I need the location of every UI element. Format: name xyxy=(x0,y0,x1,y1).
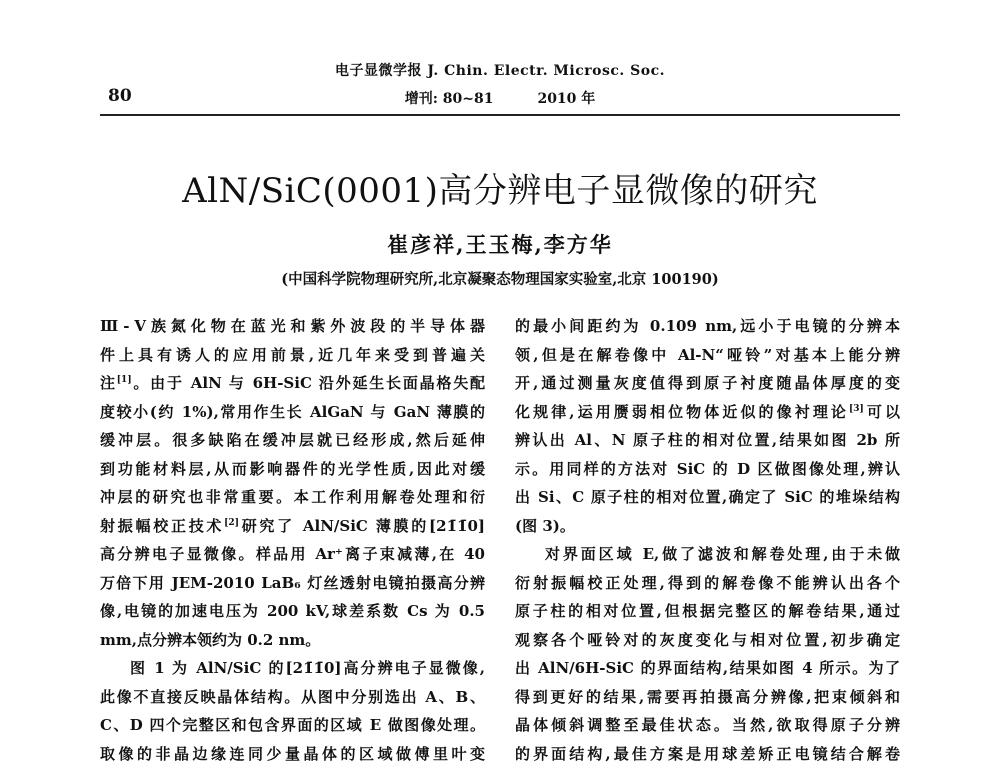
text-line xyxy=(100,740,485,768)
text-segment: 领,但是在解卷像中 Al-N“哑铃”对基本上能分辨 xyxy=(515,346,900,364)
text-segment: 度较小(约 1%),常用作生长 AlGaN 与 GaN 薄膜的 xyxy=(100,403,485,421)
affiliation: (中国科学院物理研究所,北京凝聚态物理国家实验室,北京 100190) xyxy=(0,268,1000,289)
text-segment: 的界面结构,最佳方案是用球差矫正电镜结合解卷 xyxy=(515,745,900,763)
text-line xyxy=(515,540,900,569)
text-segment: 射振幅校正技术 xyxy=(100,517,224,535)
text-line xyxy=(515,398,900,427)
text-line xyxy=(100,455,485,484)
text-line xyxy=(515,312,900,341)
text-segment: 图 1 为 AlN/SiC 的[21̄1̄0]高分辨电子显微像, xyxy=(130,659,485,677)
text-segment: 件上具有诱人的应用前景,近几年来受到普遍关 xyxy=(100,346,485,364)
text-line xyxy=(100,341,485,370)
text-segment: 注 xyxy=(100,374,117,392)
text-segment: 缓冲层。很多缺陷在缓冲层就已经形成,然后延伸 xyxy=(100,431,485,449)
citation-ref: [2] xyxy=(224,518,239,528)
text-segment: 到功能材料层,从而影响器件的光学性质,因此对缓 xyxy=(100,460,485,478)
text-segment: 出 AlN/6H-SiC 的界面结构,结果如图 4 所示。为了 xyxy=(515,659,900,677)
journal-name: 电子显微学报 J. Chin. Electr. Microsc. Soc. xyxy=(0,60,1000,80)
text-segment: 万倍下用 JEM-2010 LaB₆ 灯丝透射电镜拍摄高分辨 xyxy=(100,574,485,592)
text-segment: 的最小间距约为 0.109 nm,远小于电镜的分辨本 xyxy=(515,317,900,335)
text-segment: C、D 四个完整区和包含界面的区域 E 做图像处理。 xyxy=(100,716,485,734)
text-line xyxy=(515,597,900,626)
text-segment: 化规律,运用赝弱相位物体近似的像衬理论 xyxy=(515,403,849,421)
header-rule xyxy=(100,114,900,116)
text-segment: 衍射振幅校正处理,得到的解卷像不能辨认出各个 xyxy=(515,574,900,592)
body-column-left xyxy=(100,312,485,768)
text-segment: 。由于 AlN 与 6H-SiC 沿外延生长面晶格失配 xyxy=(132,374,485,392)
text-line xyxy=(515,626,900,655)
text-segment: 开,通过测量灰度值得到原子衬度随晶体厚度的变 xyxy=(515,374,900,392)
text-segment: 像,电镜的加速电压为 200 kV,球差系数 Cs 为 0.5 xyxy=(100,602,485,620)
text-line xyxy=(100,569,485,598)
text-line xyxy=(100,540,485,569)
text-segment: 得到更好的结果,需要再拍摄高分辨像,把束倾斜和 xyxy=(515,688,900,706)
text-line xyxy=(515,740,900,768)
paper-title: AlN/SiC(0001)高分辨电子显微像的研究 xyxy=(0,163,1000,212)
text-line xyxy=(515,483,900,512)
text-line xyxy=(100,398,485,427)
text-segment: 取像的非晶边缘连同少量晶体的区域做傅里叶变 xyxy=(100,745,485,763)
text-segment: 研究了 AlN/SiC 薄膜的[21̄1̄0] xyxy=(239,517,485,535)
text-line xyxy=(515,426,900,455)
text-line xyxy=(100,683,485,712)
text-line xyxy=(515,455,900,484)
text-segment: 晶体倾斜调整至最佳状态。当然,欲取得原子分辨 xyxy=(515,716,900,734)
text-line xyxy=(100,711,485,740)
citation-ref: [3] xyxy=(849,404,864,414)
text-line xyxy=(100,512,485,541)
supplement-pages: 增刊: 80~81 xyxy=(405,91,494,107)
text-line xyxy=(100,654,485,683)
text-line xyxy=(100,626,485,655)
text-segment: 冲层的研究也非常重要。本工作利用解卷处理和衍 xyxy=(100,488,485,506)
text-line xyxy=(515,512,900,541)
text-segment: 高分辨电子显微像。样品用 Ar⁺离子束减薄,在 40 xyxy=(100,545,485,563)
text-line xyxy=(515,654,900,683)
issue-info xyxy=(0,88,1000,108)
citation-ref: [1] xyxy=(117,375,132,385)
text-segment: 对界面区域 E,做了滤波和解卷处理,由于未做 xyxy=(545,545,900,563)
page-number: 80 xyxy=(108,86,132,106)
text-segment: 辨认出 Al、N 原子柱的相对位置,结果如图 2b 所 xyxy=(515,431,900,449)
text-segment: mm,点分辨本领约为 0.2 nm。 xyxy=(100,631,320,649)
text-line xyxy=(515,341,900,370)
text-line xyxy=(100,312,485,341)
text-segment: 可以 xyxy=(864,403,900,421)
text-segment: (图 3)。 xyxy=(515,517,575,535)
text-line xyxy=(100,597,485,626)
text-line xyxy=(515,369,900,398)
text-segment: 出 Si、C 原子柱的相对位置,确定了 SiC 的堆垛结构 xyxy=(515,488,900,506)
text-segment: Ⅲ-Ⅴ族氮化物在蓝光和紫外波段的半导体器 xyxy=(100,317,485,335)
text-line xyxy=(515,569,900,598)
text-segment: 此像不直接反映晶体结构。从图中分别选出 A、B、 xyxy=(100,688,485,706)
publication-year: 2010 年 xyxy=(537,91,595,107)
author-list: 崔彦祥,王玉梅,李方华 xyxy=(0,229,1000,259)
text-line xyxy=(515,711,900,740)
text-line xyxy=(515,683,900,712)
text-line xyxy=(100,483,485,512)
text-segment: 原子柱的相对位置,但根据完整区的解卷结果,通过 xyxy=(515,602,900,620)
body-column-right xyxy=(515,312,900,768)
text-line xyxy=(100,426,485,455)
text-segment: 示。用同样的方法对 SiC 的 D 区做图像处理,辨认 xyxy=(515,460,900,478)
text-line xyxy=(100,369,485,398)
text-segment: 观察各个哑铃对的灰度变化与相对位置,初步确定 xyxy=(515,631,900,649)
